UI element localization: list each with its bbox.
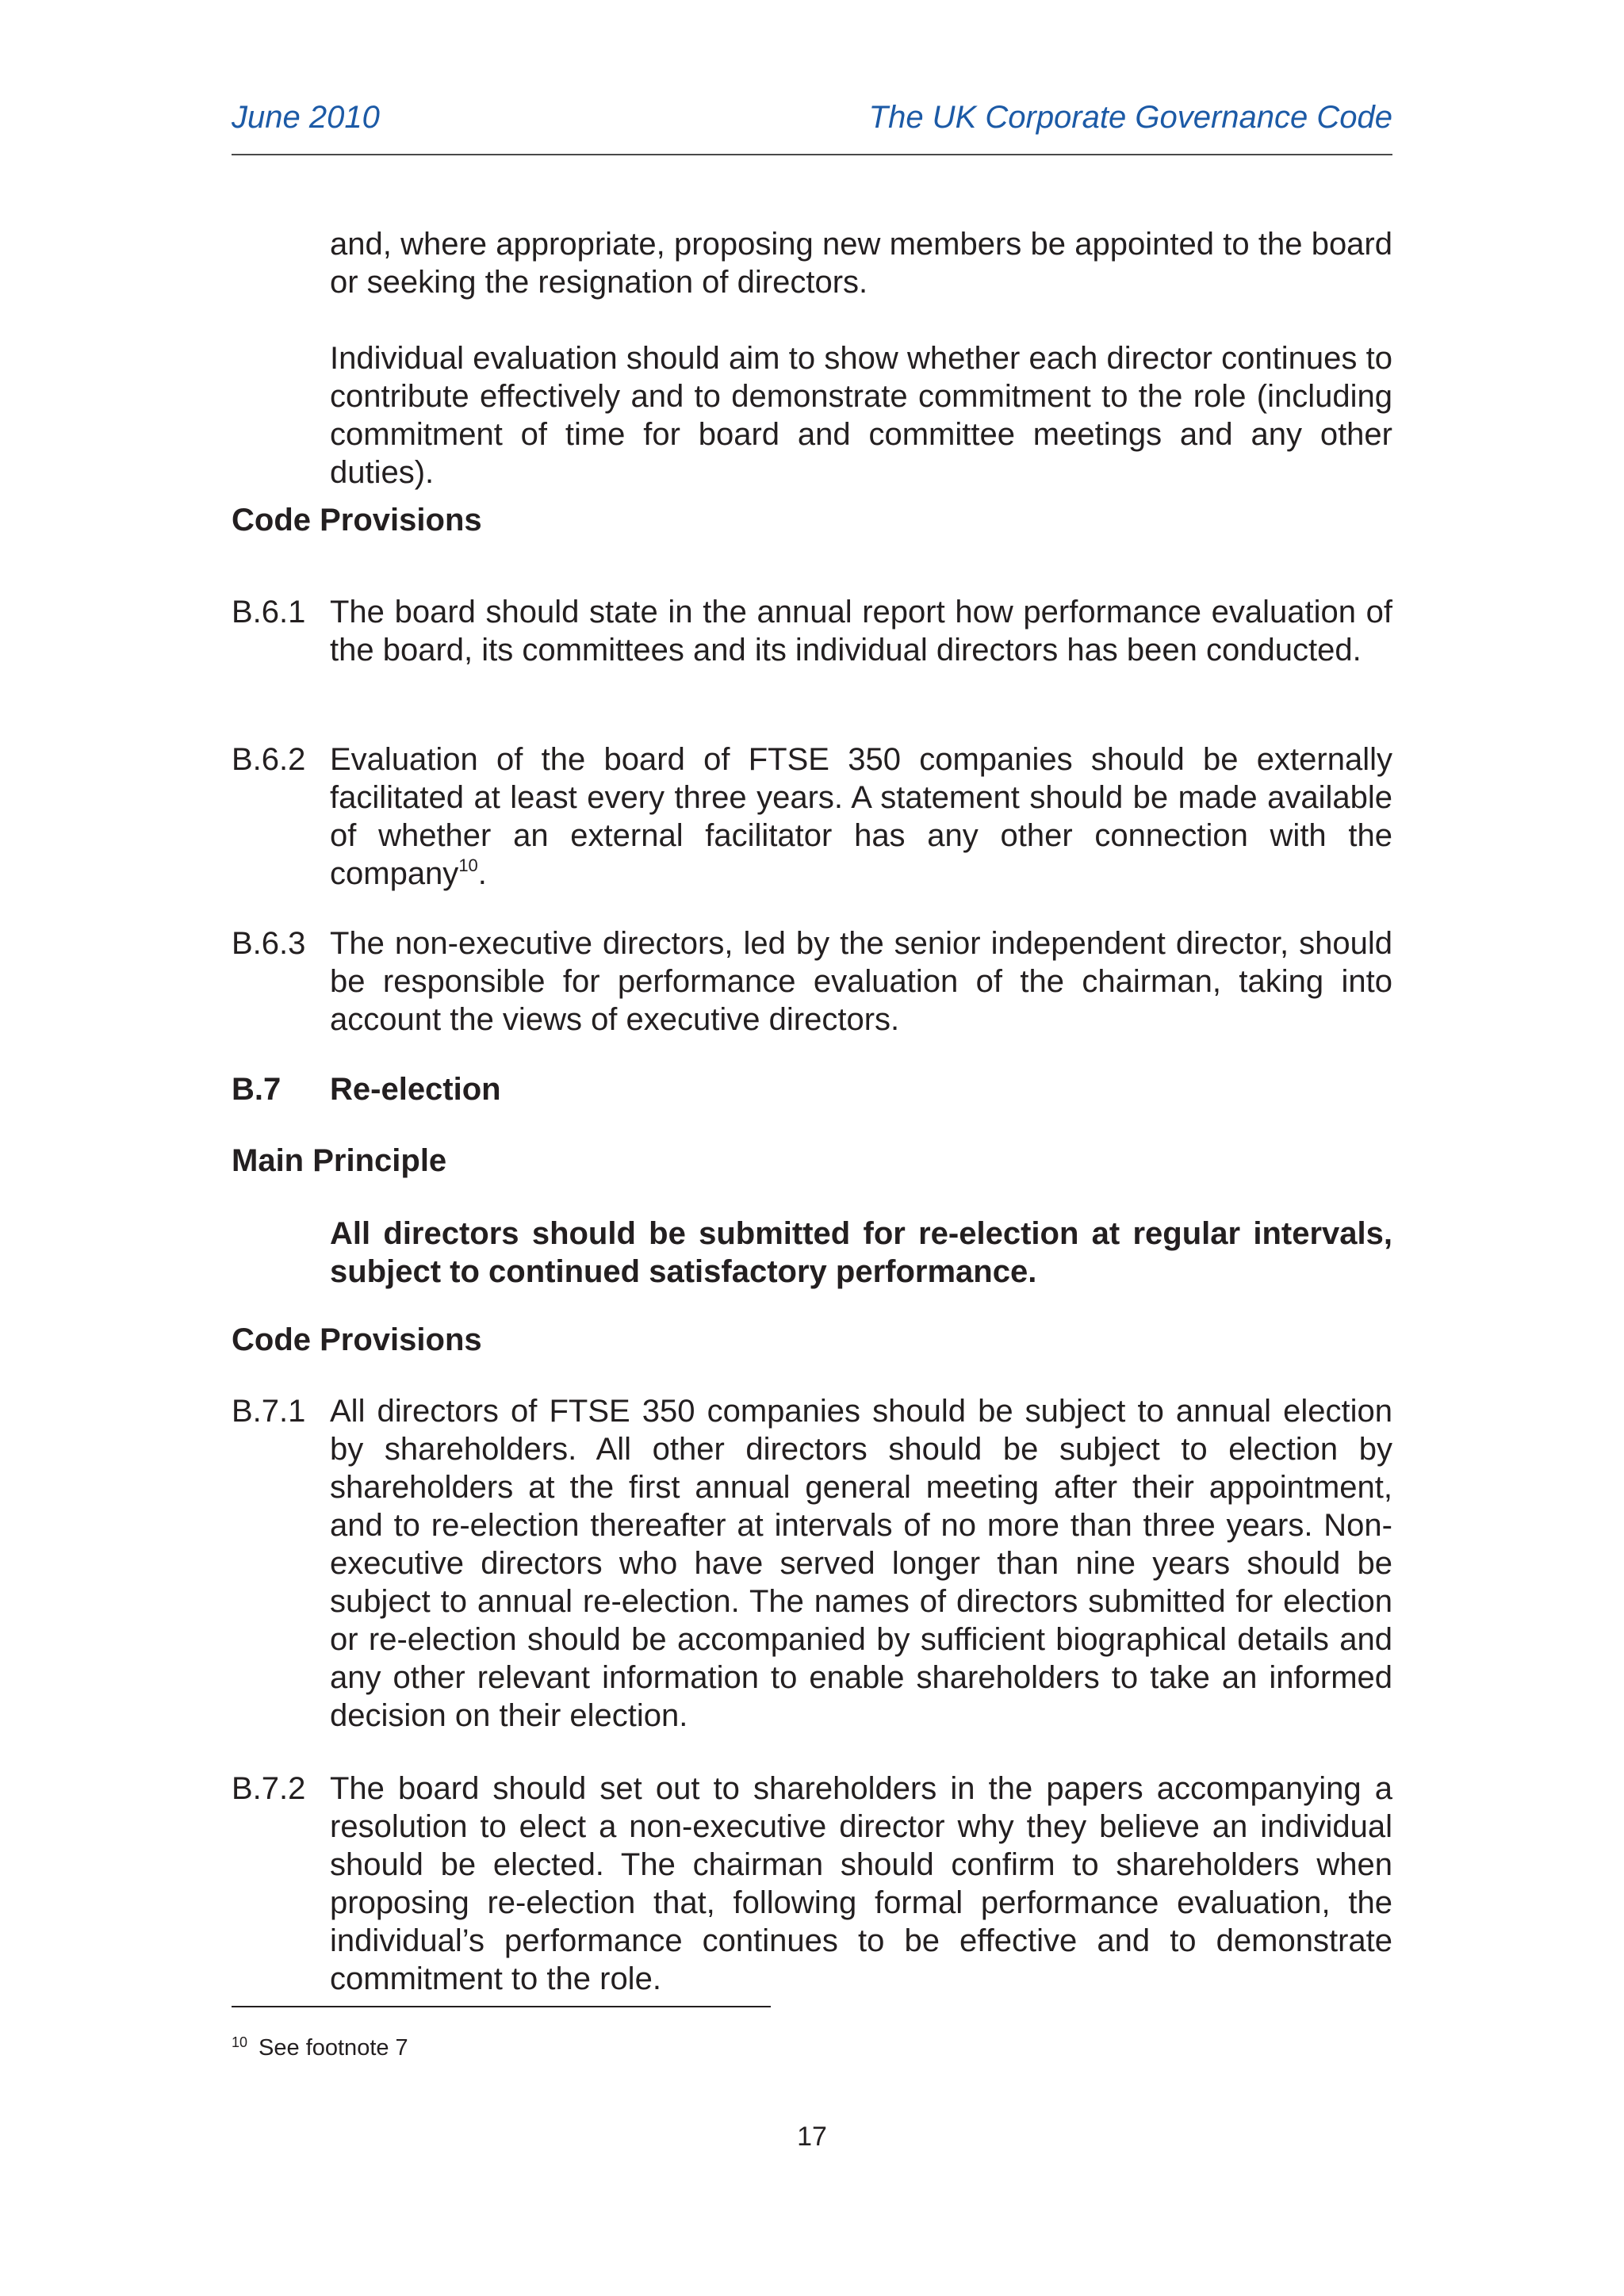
provision-text: The non-executive directors, led by the senior independent director, should be responsible for performance evaluation of the chairman, taking into account the views of executive directors. <box>330 926 1392 1037</box>
provision-number: B.7.1 <box>232 1394 306 1429</box>
section-heading-b7 <box>232 1070 501 1108</box>
provision-b7-2 <box>232 1770 1392 1998</box>
provision-number: B.7.2 <box>232 1771 306 1806</box>
footnote <box>232 2028 408 2062</box>
heading-code-provisions: Code Provisions <box>232 503 482 538</box>
paragraph-continued: and, where appropriate, proposing new members be appointed to the board or seeking the resignation of directors. <box>330 227 1392 300</box>
provision-text: The board should set out to shareholders in the papers accompanying a resolution to elect a non-executive director why they believe an individual should be elected. The chairman should confirm to shareholders when proposing re-election that, following formal performance evaluation, the individual’s performance continues to be effective and to demonstrate commitment to the role. <box>330 1771 1392 1996</box>
footnote-reference: 10 <box>458 855 478 875</box>
provision-text: The board should state in the annual report how performance evaluation of the board, its committees and its individual directors has been conducted. <box>330 595 1392 668</box>
provision-text-end: . <box>477 856 487 891</box>
provision-b6-2 <box>232 740 1392 893</box>
page-header <box>232 97 1392 155</box>
footnote-divider <box>232 2006 771 2007</box>
provision-text: All directors of FTSE 350 companies should be subject to annual election by shareholders. All other directors should be subject to election by shareholders at the first annual general meeting after their appointment, and to re-election thereafter at intervals of no more than three years. Non-executive directors who have served longer than nine years should be subject to annual re-election. The names of directors submitted for election or re-election should be accompanied by sufficient biographical details and any other relevant information to enable shareholders to take an informed decision on their election. <box>330 1394 1392 1733</box>
heading-code-provisions-b7: Code Provisions <box>232 1322 482 1357</box>
header-title: The UK Corporate Governance Code <box>868 100 1392 135</box>
provision-text-main: Evaluation of the board of FTSE 350 companies should be externally facilitated at least every three years. A statement should be made available of whether an external facilitator has any other connection with the company <box>330 742 1392 891</box>
provision-number: B.6.2 <box>232 742 306 777</box>
main-principle-text: All directors should be submitted for re-election at regular intervals, subject to continued satisfactory performance. <box>330 1216 1392 1289</box>
header-date: June 2010 <box>232 100 380 135</box>
footnote-text: See footnote 7 <box>259 2035 408 2061</box>
page-number: 17 <box>797 2122 827 2152</box>
heading-main-principle: Main Principle <box>232 1143 447 1178</box>
provision-b6-3 <box>232 924 1392 1039</box>
provision-number: B.6.3 <box>232 926 306 961</box>
provision-b6-1 <box>232 593 1392 669</box>
provision-text <box>330 740 1392 893</box>
section-number: B.7 <box>232 1072 282 1107</box>
provision-number: B.6.1 <box>232 595 306 629</box>
footnote-marker: 10 <box>232 2034 248 2050</box>
paragraph-individual-evaluation: Individual evaluation should aim to show whether each director continues to contribute effectively and to demonstrate commitment to the role (including commitment of time for board and committee meetings and any other duties). <box>330 341 1392 490</box>
provision-b7-1 <box>232 1392 1392 1735</box>
section-title: Re-election <box>330 1072 501 1107</box>
